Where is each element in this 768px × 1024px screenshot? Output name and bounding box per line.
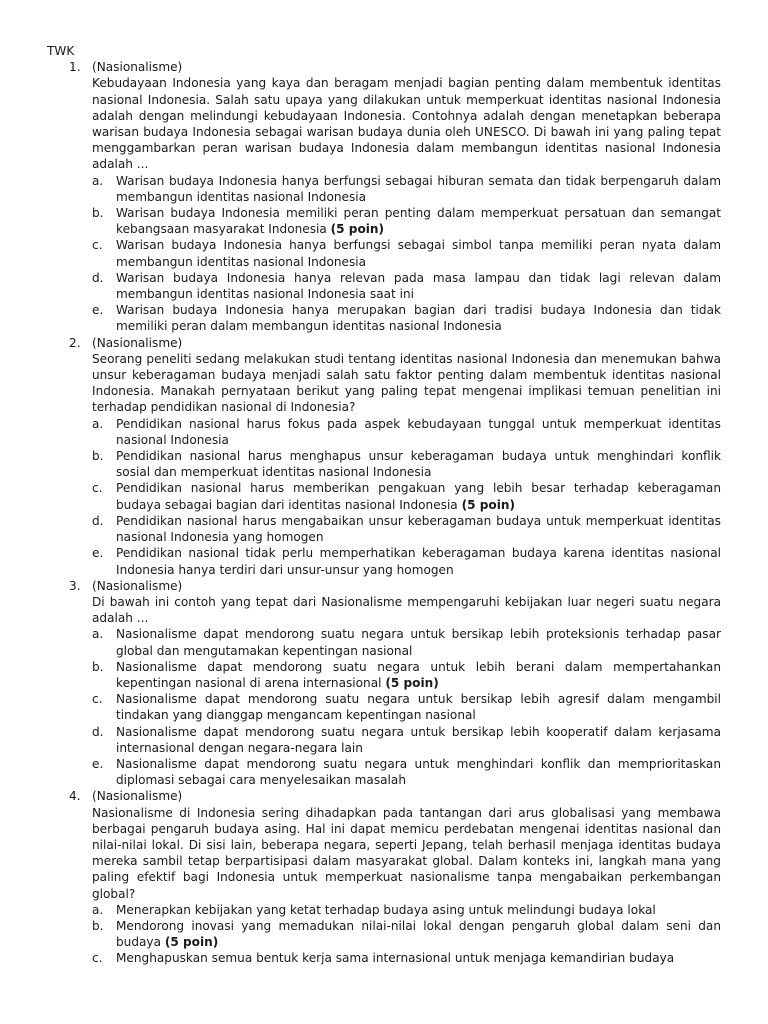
option-text: Pendidikan nasional harus mengabaikan unsur keberagaman budaya untuk memperkuat identitas nasional Indonesia yang homogen [116, 513, 721, 545]
option-e [92, 545, 721, 577]
option-c [92, 691, 721, 723]
question-number: 3. [69, 578, 81, 593]
question-text: Nasionalisme di Indonesia sering dihadapkan pada tantangan dari arus globalisasi yang membawa berbagai pengaruh budaya asing. Hal ini dapat memicu perdebatan mengenai identitas nasional dan nilai-nilai lokal. Di sisi lain, beberapa negara, seperti Jepang, telah berhasil menjaga identitas budaya mereka sambil tetap berpartisipasi dalam masyarakat global. Dalam konteks ini, langkah mana yang paling efektif bagi Indonesia untuk memperkuat nasionalisme tanpa mengabaikan perkembangan global? [92, 805, 721, 901]
option-a [92, 173, 721, 205]
document-page [47, 43, 721, 967]
option-letter: b. [92, 206, 104, 221]
question-3 [47, 578, 721, 789]
question-number: 4. [69, 789, 81, 804]
option-letter: a. [92, 627, 104, 642]
option-text: Nasionalisme dapat mendorong suatu negara untuk bersikap lebih kooperatif dalam kerjasama internasional dengan negara-negara lain [116, 724, 721, 755]
option-b [92, 448, 721, 480]
option-letter: b. [92, 918, 104, 933]
option-text: Menerapkan kebijakan yang ketat terhadap budaya asing untuk melindungi budaya lokal [116, 902, 656, 917]
option-text: Nasionalisme dapat mendorong suatu negara untuk lebih berani dalam mempertahankan kepentingan nasional di arena internasional [116, 659, 721, 690]
option-c [92, 950, 721, 966]
option-text: Pendidikan nasional harus fokus pada aspek kebudayaan tunggal untuk memperkuat identitas nasional Indonesia [116, 416, 721, 447]
question-1 [47, 59, 721, 334]
option-text: Pendidikan nasional harus menghapus unsur keberagaman budaya untuk menghindari konflik sosial dan memperkuat identitas nasional Indonesia [116, 449, 721, 480]
option-b [92, 205, 721, 237]
question-4 [47, 788, 721, 966]
option-text: Pendidikan nasional harus memberikan pengakuan yang lebih besar terhadap keberagaman budaya sebagai bagian dari identitas nasional Indonesia [116, 481, 721, 512]
option-c [92, 237, 721, 269]
option-text: Warisan budaya Indonesia hanya berfungsi sebagai simbol tanpa memiliki peran nyata dalam membangun identitas nasional Indonesia [116, 238, 721, 269]
option-text: Pendidikan nasional tidak perlu memperhatikan keberagaman budaya karena identitas nasional Indonesia hanya terdiri dari unsur-unsur yang homogen [116, 546, 721, 577]
answer-mark: (5 poin) [385, 675, 439, 690]
option-text: Warisan budaya Indonesia hanya berfungsi sebagai hiburan semata dan tidak berpengaruh dalam membangun identitas nasional Indonesia [116, 173, 721, 204]
option-letter: e. [92, 546, 104, 561]
answer-mark: (5 poin) [461, 497, 515, 512]
option-c [92, 480, 721, 512]
option-d [92, 270, 721, 302]
question-text: Di bawah ini contoh yang tepat dari Nasionalisme mempengaruhi kebijakan luar negeri suatu negara adalah ... [92, 594, 721, 626]
option-letter: d. [92, 513, 104, 528]
option-a [92, 902, 721, 918]
option-text: Nasionalisme dapat mendorong suatu negara untuk bersikap lebih proteksionis terhadap pasar global dan mengutamakan kepentingan nasional [116, 627, 721, 658]
option-text: Warisan budaya Indonesia memiliki peran penting dalam memperkuat persatuan dan semangat kebangsaan masyarakat Indonesia [116, 206, 721, 237]
option-letter: a. [92, 173, 104, 188]
option-text: Nasionalisme dapat mendorong suatu negara untuk bersikap lebih agresif dalam mengambil tindakan yang dianggap mengancam kepentingan nasional [116, 692, 721, 723]
option-letter: b. [92, 659, 104, 674]
option-letter: e. [92, 303, 104, 318]
answer-mark: (5 poin) [330, 222, 385, 237]
option-a [92, 626, 721, 658]
option-b [92, 659, 721, 691]
question-2 [47, 335, 721, 578]
option-letter: c. [92, 481, 103, 496]
question-text: Seorang peneliti sedang melakukan studi tentang identitas nasional Indonesia dan menemukan bahwa unsur keberagaman budaya menjadi salah satu faktor penting dalam membentuk identitas nasional Indonesia. Manakah pernyataan berikut yang paling tepat mengenai implikasi temuan penelitian ini terhadap pendidikan nasional di Indonesia? [92, 351, 721, 415]
option-letter: a. [92, 416, 104, 431]
option-d [92, 513, 721, 545]
option-text: Menghapuskan semua bentuk kerja sama internasional untuk menjaga kemandirian budaya [116, 951, 675, 966]
option-text: Mendorong inovasi yang memadukan nilai-nilai lokal dengan pengaruh global dalam seni dan budaya [116, 918, 721, 950]
option-letter: c. [92, 692, 103, 707]
option-letter: a. [92, 902, 104, 917]
option-letter: d. [92, 270, 104, 285]
option-text: Nasionalisme dapat mendorong suatu negara untuk menghindari konflik dan memprioritaskan diplomasi sebagai cara menyelesaikan masalah [116, 756, 721, 788]
question-number: 2. [69, 335, 81, 350]
question-number: 1. [69, 60, 81, 75]
option-e [92, 756, 721, 788]
option-letter: e. [92, 756, 104, 771]
option-e [92, 302, 721, 334]
question-category: (Nasionalisme) [92, 578, 183, 593]
option-text: Warisan budaya Indonesia hanya merupakan bagian dari tradisi budaya Indonesia dan tidak memiliki peran dalam membangun identitas nasional Indonesia [116, 303, 721, 334]
question-text: Kebudayaan Indonesia yang kaya dan beragam menjadi bagian penting dalam membentuk identitas nasional Indonesia. Salah satu upaya yang dilakukan untuk memperkuat identitas nasional Indonesia adalah dengan melindungi kebudayaan Indonesia. Contohnya adalah dengan menetapkan beberapa warisan budaya Indonesia sebagai warisan budaya dunia oleh UNESCO. Di bawah ini yang paling tepat menggambarkan peran warisan budaya Indonesia dalam membangun identitas nasional Indonesia adalah ... [92, 76, 721, 172]
option-a [92, 416, 721, 448]
option-letter: c. [92, 951, 103, 966]
option-text: Warisan budaya Indonesia hanya relevan pada masa lampau dan tidak lagi relevan dalam membangun identitas nasional Indonesia saat ini [116, 270, 721, 302]
option-letter: d. [92, 724, 104, 739]
option-b [92, 918, 721, 950]
option-d [92, 724, 721, 756]
question-category: (Nasionalisme) [92, 60, 183, 75]
question-category: (Nasionalisme) [92, 335, 183, 350]
document-title: TWK [47, 44, 75, 58]
option-letter: b. [92, 449, 104, 464]
question-category: (Nasionalisme) [92, 789, 183, 804]
option-letter: c. [92, 238, 103, 253]
answer-mark: (5 poin) [164, 935, 219, 950]
